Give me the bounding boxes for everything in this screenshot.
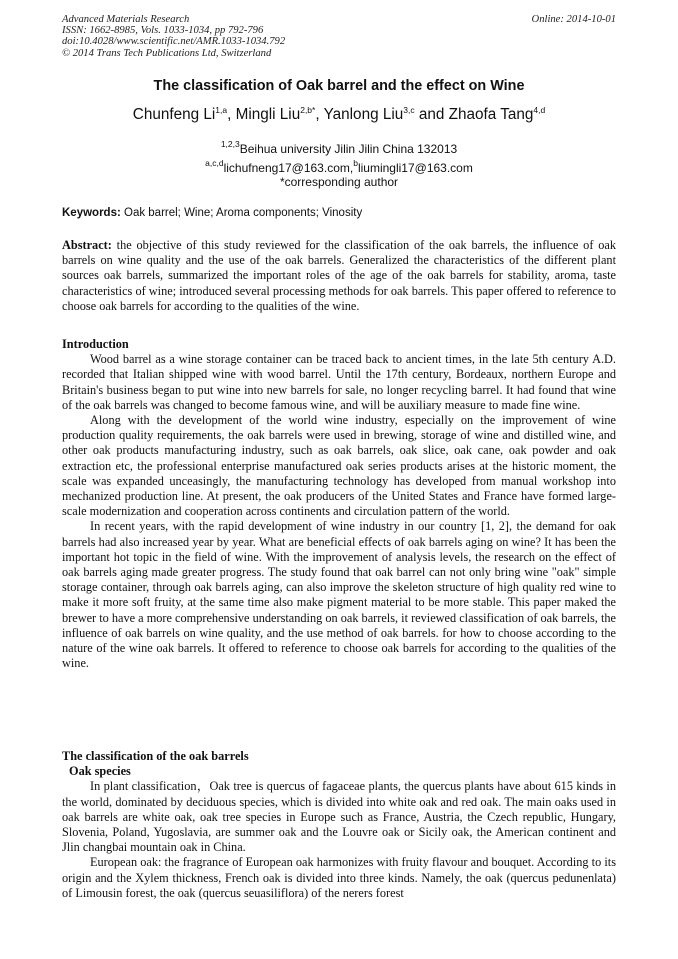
- author-name: Chunfeng Li: [132, 106, 216, 123]
- paragraph: In plant classification，Oak tree is quercus of fagaceae plants, the quercus plants have about 615 kinds in the world, dominated by deciduous species, which is divided into white oak and red oak. The main oaks used in oak barrels are white oak, oak tree species in Europe such as France, Austria, the Czech republic, Hungary, Slovenia, Poland, Yugoslavia, are summer oak and the Louvre oak or Sicily oak, the American continent and Jlin changbai mountain oak in China.: [62, 779, 616, 855]
- oak-species-heading: Oak species: [69, 764, 131, 779]
- paragraph: In recent years, with the rapid development of wine industry in our country [1, 2], the demand for oak barrels had also increased year by year. What are beneficial effects of oak barrels aging on wine? It has been the important hot topic in the field of wine. With the improvement of analysis levels, the research on the effect of oak barrels aging made greater progress. The study found that oak barrel can not only bring wine "oak" simple storage container, through oak barrels aging, can also improve the skeleton structure of high quality red wine to make it more soft fruity, at the same time also make pigment material to be more stable. This paper maked the brewer to have a more comprehensive understanding on oak barrels, it reviewed classification of oak barrels, the influence of oak barrels on wine quality, and the use method of oak barrels. for how to choose according to the nature of the wine oak barrels. It offered to reference to choose oak barrels for according to the qualities of the wine.: [62, 519, 616, 671]
- author-sup: 4,d: [533, 105, 546, 115]
- email-sup: b: [353, 158, 358, 168]
- affiliation-text: Beihua university Jilin Jilin China 132013: [239, 142, 458, 156]
- author-name: Zhaofa Tang: [448, 106, 534, 123]
- author-sup: 2,b*: [300, 105, 316, 115]
- affiliation-sup: 1,2,3: [220, 139, 240, 149]
- author-separator: and: [414, 106, 449, 123]
- journal-header: [62, 14, 616, 59]
- keywords-label: Keywords:: [62, 207, 121, 219]
- online-date: Online: 2014-10-01: [531, 14, 616, 25]
- author-name: Mingli Liu: [235, 106, 301, 123]
- author-name: Yanlong Liu: [323, 106, 404, 123]
- paragraph: Along with the development of the world wine industry, especially on the improvement of wine production quality requirements, the oak barrels were used in brewing, storage of wine and distilled wine, and other oak products manufacturing industry, such as oak barrels, oak slice, oak cane, oak powder and oak extraction etc, the professional enterprise manufactured oak series products arises at the historic moment, the scale was expanded unceasingly, the manufacturing technology has developed from manual workshop into mechanized production line. At present, the oak producers of the United States and France have formed large-scale modernization and cooperation across continents and circulation pattern of the world.: [62, 413, 616, 519]
- introduction-heading: Introduction: [62, 337, 129, 351]
- classification-section: [62, 749, 616, 901]
- paper-title: The classification of Oak barrel and the effect on Wine: [153, 78, 525, 94]
- keywords: [62, 207, 616, 219]
- abstract-text: the objective of this study reviewed for the classification of the oak barrels, the influence of oak barrels on wine quality and the use of the oak barrels. Generalized the characteristics of the different plant sources oak barrels, summarized the important roles of the age of the oak barrels for stability, aroma, taste characteristics of wine; introduced several processing methods for oak barrels. This paper offered to reference to choose oak barrels for according to the qualities of the wine.: [62, 238, 616, 313]
- author-sup: 1,a: [215, 105, 228, 115]
- classification-heading: The classification of the oak barrels: [62, 749, 249, 763]
- author-separator: ,: [315, 106, 324, 123]
- paragraph: Wood barrel as a wine storage container can be traced back to ancient times, in the late 5th century A.D. recorded that Italian shipped wine with wood barrel. Until the 17th century, Bordeaux, northern Europe and Britain's business began to put wine into new barrels for sale, no longer recycling barrel. It had found that wine of the oak barrels was changed to become famous wine, and will be auxiliary measure to made fine wine.: [62, 352, 616, 412]
- abstract: [62, 238, 616, 314]
- copyright-line: © 2014 Trans Tech Publications Ltd, Switzerland: [62, 47, 272, 59]
- email-address: lichufneng17@163.com,: [223, 161, 354, 175]
- author-sup: 3,c: [403, 105, 415, 115]
- abstract-label: Abstract:: [62, 238, 112, 252]
- corresponding-note: *corresponding author: [279, 175, 399, 189]
- introduction-section: [62, 337, 616, 671]
- email-sup: a,c,d: [205, 158, 224, 168]
- author-separator: ,: [227, 106, 236, 123]
- email-address: liumingli17@163.com: [357, 161, 473, 175]
- keywords-text: Oak barrel; Wine; Aroma components; Vinosity: [124, 207, 363, 219]
- doi-line: doi:10.4028/www.scientific.net/AMR.1033-1034.792: [62, 36, 286, 48]
- author-list: [62, 105, 616, 124]
- paragraph: European oak: the fragrance of European oak harmonizes with fruity flavour and bouquet. According to its origin and the Xylem thickness, French oak is divided into three kinds. Namely, the oak (quercus pedunenlata) of Limousin forest, the oak (quercus seuasiliflora) of the nerers forest: [62, 855, 616, 900]
- issn-line: ISSN: 1662-8985, Vols. 1033-1034, pp 792-796: [62, 25, 264, 37]
- journal-name: Advanced Materials Research: [62, 14, 190, 25]
